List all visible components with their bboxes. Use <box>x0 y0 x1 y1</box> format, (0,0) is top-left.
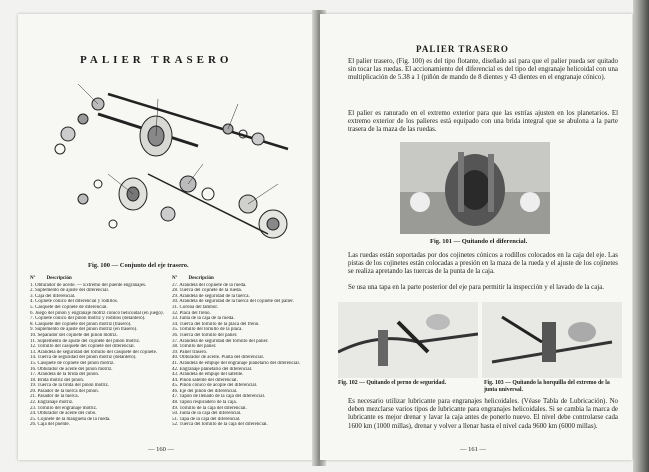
parts-list-row: 12. Tornillo del casquete del cojinete del diferencial. <box>30 344 135 350</box>
parts-list-row: 46. Eje del piñón del diferencial. <box>172 388 238 394</box>
parts-list-row: 27. Arandela del cojinete de la rueda. <box>172 282 247 288</box>
right-page-number: — 161 — <box>460 446 486 453</box>
parts-column-header <box>172 276 310 282</box>
parts-list-row: 3. Caja del diferencial. <box>30 293 76 299</box>
parts-list-row: 47. Tapón de llenado de la caja del diferencial. <box>172 394 266 400</box>
parts-list-row: 41. Arandela de empuje del engranaje planetario del diferencial. <box>172 360 300 366</box>
parts-list-row: 20. Pasador de la tuerca del piñón. <box>30 388 99 394</box>
parts-list-row: 36. Tuerca del tornillo del palier. <box>172 332 238 338</box>
left-page-number: — 160 — <box>148 446 174 453</box>
parts-list-row: 8. Casquete del cojinete del piñón motriz (trasero). <box>30 321 132 327</box>
parts-list-row: 45. Piñón cónico de acople del diferencial. <box>172 383 258 389</box>
parts-list-row: 43. Arandela de empuje del satélite. <box>172 372 244 378</box>
parts-column-1 <box>30 276 168 428</box>
parts-list-row: 22. Engranaje motriz. <box>30 400 74 406</box>
figure-101-caption: Fig. 101 — Quitando el diferencial. <box>430 238 528 245</box>
parts-list-row: 21. Pasador de la tuerca. <box>30 394 79 400</box>
left-page-title: PALIER TRASERO <box>80 54 233 66</box>
header-number: Nº <box>30 276 36 281</box>
left-page <box>18 14 318 460</box>
right-page-title: PALIER TRASERO <box>416 44 509 54</box>
parts-list-row: 34. Tuerca del tornillo de la placa del freno. <box>172 321 260 327</box>
parts-list-row: 7. Cojinete cónico del piñón motriz y rodillos (delantero). <box>30 316 146 322</box>
parts-list-row: 18. Brida motriz del piñón. <box>30 377 85 383</box>
parts-list-row: 37. Arandela de seguridad del tornillo del palier. <box>172 338 269 344</box>
parts-list-row: 4. Cojinete cónico del diferencial y rodillos. <box>30 299 119 305</box>
parts-list-row: 33. Junta de la caja de la rueda. <box>172 316 235 322</box>
parts-list-row: 28. Tuerca del cojinete de la rueda. <box>172 288 242 294</box>
parts-list-row: 13. Arandela de seguridad del tornillo del casquete del cojinete. <box>30 349 158 355</box>
parts-list-row: 24. Obturador de aceite del cubo. <box>30 411 97 417</box>
paragraph-1: El palier trasero, (Fig. 100) es del tipo flotante, diseñado así para que el palier pueda ser quitado sin tocar las ruedas. El accionamiento del diferencial es del tipo del engranaje helicoidal con una multiplicación de 5.38 a 1 (piñón de mando de 8 dientes y 43 dientes en el engranaje cónico). <box>348 58 618 82</box>
parts-list-row: 51. Tapa de la caja del diferencial. <box>172 416 241 422</box>
parts-list-row: 19. Tuerca de la brida del piñón motriz. <box>30 383 110 389</box>
parts-list-row: 1. Obturador de aceite. — Extremo del puente engranajes. <box>30 282 147 288</box>
parts-list-row: 48. Tapón respiradero de la caja. <box>172 400 237 406</box>
parts-list-row: 26. Caja del puente. <box>30 422 70 428</box>
parts-list-row: 30. Arandela de seguridad de la tuerca del cojinete del palier. <box>172 299 294 305</box>
parts-list-row: 23. Tornillo del engranaje motriz. <box>30 405 98 411</box>
parts-list-row: 16. Obturador de aceite del piñón motriz. <box>30 366 113 372</box>
figure-102-photo <box>338 302 478 378</box>
parts-list-row: 40. Obturador de aceite. Punta del diferencial. <box>172 355 265 361</box>
parts-list-row: 49. Tornillo de la caja del diferencial. <box>172 405 247 411</box>
parts-list-row: 38. Tornillo del palier. <box>172 344 217 350</box>
paragraph-2: El palier es ranurado en el extremo exterior para que las estrías ajusten en los planetarios. El extremo exterior de los palieres está equipado con una brida integral que se abulona a la parte trasera de la maza de las ruedas. <box>348 110 618 134</box>
parts-list-row: 6. Juego del piñón y engranaje motriz cónico helicoidal (en juego). <box>30 310 164 316</box>
figure-103-photo <box>482 302 622 378</box>
parts-list-row: 44. Piñón satélite del diferencial. <box>172 377 238 383</box>
parts-list-row: 32. Placa del freno. <box>172 310 211 316</box>
parts-list-row: 14. Tuerca de seguridad del piñón motriz (delantero). <box>30 355 137 361</box>
rear-axle-exploded-diagram <box>38 74 300 254</box>
header-number: Nº <box>172 276 178 281</box>
parts-list-row: 35. Tornillo del tornillo de la placa. <box>172 327 243 333</box>
right-page <box>320 14 632 460</box>
parts-list-row: 9. Suplemento de ajuste del piñón motriz (en trasero). <box>30 327 138 333</box>
parts-list-row: 31. Corona del tambor. <box>172 304 218 310</box>
figure-101-photo <box>400 142 550 234</box>
parts-list-row: 39. Palier trasero. <box>172 349 208 355</box>
parts-column-header <box>30 276 168 282</box>
scan-edge-shadow <box>633 0 649 472</box>
parts-list-row: 25. Cojinete de la mangueta de la rueda. <box>30 416 111 422</box>
paragraph-5: Es necesario utilizar lubricante para engranajes helicoidales. (Véase Tabla de Lubricación). No deben mezclarse varios tipos de lubricante para engranajes helicoidales. Si se cambia la marca de lubricante es mejor drenar y lavar la caja antes de ponerlo nuevo. El nivel debe controlarse cada 1600 km (1000 millas), drenar y volver a llenar hasta el nivel cada 9600 km (6000 millas). <box>348 398 618 430</box>
figure-100-caption: Fig. 100 — Conjunto del eje trasero. <box>88 262 189 269</box>
paragraph-3: Las ruedas están soportadas por dos cojinetes cónicos a rodillos colocados en la caja del eje. Las pistas de los cojinetes están colocadas a presión en la maza de la rueda y el ajuste de los cojinetes se realiza apretando las tuercas de la punta de la caja. <box>348 252 618 276</box>
parts-list-row: 17. Arandela de la brida del piñón. <box>30 372 100 378</box>
parts-list-row: 10. Separador del cojinete del piñón motriz. <box>30 332 118 338</box>
parts-list-row: 5. Casquete del cojinete de diferencial. <box>30 304 108 310</box>
header-description: Descripción <box>188 276 214 281</box>
parts-list-row: 15. Casquete de cojinete del piñón motriz. <box>30 360 115 366</box>
header-description: Descripción <box>46 276 72 281</box>
figure-103-caption: Fig. 103 — Quitando la horquilla del extremo de la junta universal. <box>484 380 610 393</box>
paragraph-4: Se usa una tapa en la parte posterior del eje para permitir la inspección y el lavado de la caja. <box>348 284 604 291</box>
parts-list-row: 11. Suplemento de ajuste del cojinete del piñón motriz. <box>30 338 141 344</box>
parts-list-row: 42. Engranaje planetario del diferencial. <box>172 366 253 372</box>
parts-list-row: 50. Junta de la caja del diferencial. <box>172 411 242 417</box>
parts-column-2 <box>172 276 310 428</box>
parts-list-row: 29. Arandela de seguridad de la tuerca. <box>172 293 250 299</box>
figure-102-caption: Fig. 102 — Quitando el perno de seguridad. <box>338 380 447 386</box>
parts-list-row: 2. Suplemento de ajuste del diferencial. <box>30 288 110 294</box>
parts-list-row: 52. Tuerca del tornillo de la caja del diferencial. <box>172 422 268 428</box>
